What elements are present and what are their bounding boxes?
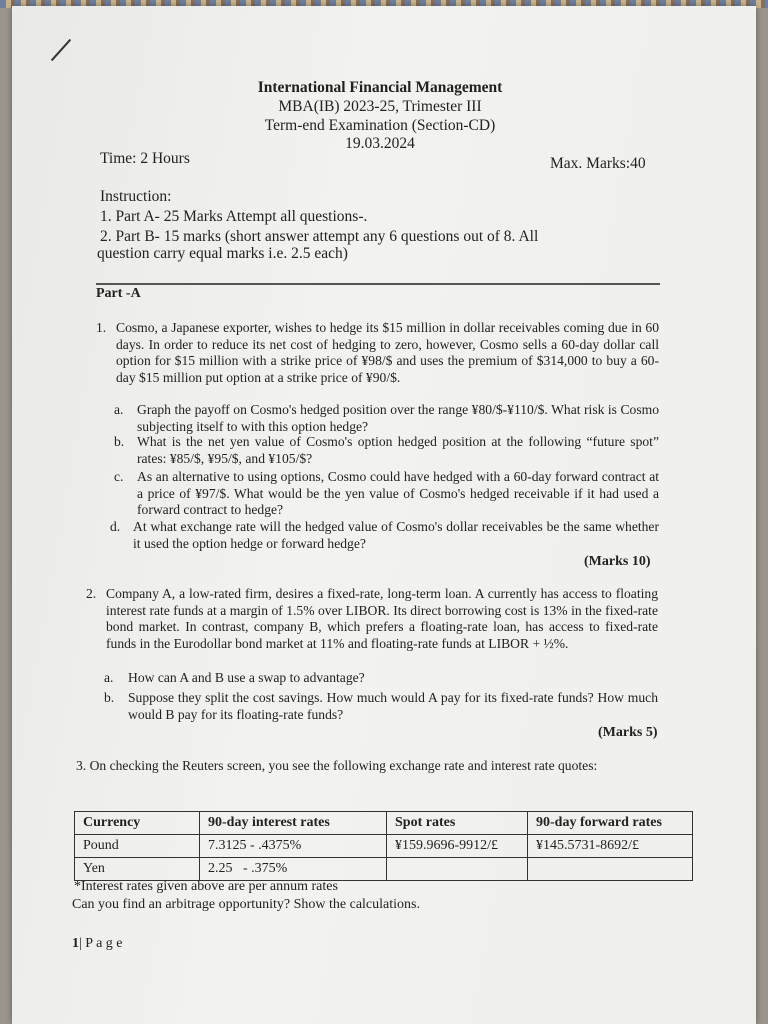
q1b-text: What is the net yen value of Cosmo's option hedged position at the following “future spot” rates: ¥85/$, ¥95/$, and ¥105/$?	[137, 434, 659, 466]
page-number: 1	[72, 936, 79, 951]
table-row	[75, 835, 693, 858]
table-header: Spot rates	[387, 812, 528, 835]
course-title: International Financial Management	[257, 79, 503, 96]
table-header: 90-day forward rates	[528, 812, 693, 835]
q2-number: 2.	[86, 586, 97, 601]
instruction-line-3: question carry equal marks i.e. 2.5 each)	[97, 245, 348, 262]
q2-marks: (Marks 5)	[598, 725, 658, 740]
q1b-label: b.	[114, 434, 125, 449]
q1a-label: a.	[114, 402, 124, 417]
q3-question: Can you find an arbitrage opportunity? Show the calculations.	[72, 897, 420, 912]
q1d-text: At what exchange rate will the hedged value of Cosmo's dollar receivables be the same whether it used the option hedge or forward hedge?	[133, 519, 659, 551]
table-header: Currency	[75, 812, 200, 835]
table-cell: Pound	[75, 835, 200, 858]
instruction-line-1: 1. Part A- 25 Marks Attempt all questions-.	[100, 208, 368, 225]
q1-number: 1.	[96, 320, 107, 335]
q1c-label: c.	[114, 469, 124, 484]
table-cell	[528, 858, 693, 881]
q1a-text: Graph the payoff on Cosmo's hedged position over the range ¥80/$-¥110/$. What risk is Cosmo subjecting itself to with this option hedge?	[137, 402, 659, 434]
table-cell: ¥159.9696-9912/£	[387, 835, 528, 858]
max-marks: Max. Marks:40	[550, 155, 646, 172]
program-line: MBA(IB) 2023-25, Trimester III	[278, 98, 482, 115]
q2b-text: Suppose they split the cost savings. How much would A pay for its fixed-rate funds? How much would B pay for its floating-rate funds?	[128, 690, 658, 722]
instruction-line-2: 2. Part B- 15 marks (short answer attempt any 6 questions out of 8. All	[100, 228, 539, 245]
table-cell: 7.3125 - .4375%	[200, 835, 387, 858]
table-cell: ¥145.5731-8692/£	[528, 835, 693, 858]
part-a-heading: Part -A	[96, 286, 141, 301]
section-divider	[96, 283, 660, 285]
exchange-rate-table	[74, 811, 693, 881]
q2a-text: How can A and B use a swap to advantage?	[128, 670, 365, 685]
instruction-heading: Instruction:	[100, 188, 172, 205]
q3-text: 3. On checking the Reuters screen, you see the following exchange rate and interest rate quotes:	[76, 758, 598, 773]
table-cell: 2.25 - .375%	[200, 858, 387, 881]
page-label: | P a g e	[79, 936, 123, 951]
page-footer	[72, 935, 123, 953]
exam-time: Time: 2 Hours	[100, 150, 190, 167]
exam-line: Term-end Examination (Section-CD)	[264, 117, 496, 134]
table-footnote: *Interest rates given above are per annum rates	[74, 879, 338, 894]
q1-marks: (Marks 10)	[584, 554, 651, 569]
q1c-text: As an alternative to using options, Cosmo could have hedged with a 60-day forward contract at a price of ¥97/$. What would be the yen value of Cosmo's hedged receivable if it had used a forward contract to hedge?	[137, 469, 659, 517]
exam-date: 19.03.2024	[345, 135, 415, 152]
table-header: 90-day interest rates	[200, 812, 387, 835]
table-cell	[387, 858, 528, 881]
table-header-row	[75, 812, 693, 835]
q1d-label: d.	[110, 519, 121, 534]
q2b-label: b.	[104, 690, 115, 705]
q2a-label: a.	[104, 670, 114, 685]
table-cell: Yen	[75, 858, 200, 881]
q2-text: Company A, a low-rated firm, desires a fixed-rate, long-term loan. A currently has access to floating interest rate funds at a margin of 1.5% over LIBOR. Its direct borrowing cost is 13% in the fixed-rate bond market. In contrast, company B, which prefers a floating-rate loan, has access to fixed-rate funds in the Eurodollar bond market at 11% and floating-rate funds at LIBOR + ½%.	[106, 586, 658, 651]
q1-text: Cosmo, a Japanese exporter, wishes to hedge its $15 million in dollar receivables coming due in 60 days. In order to reduce its net cost of hedging to zero, however, Cosmo sells a 60-day dollar call option for $15 million with a strike price of ¥98/$ and uses the premium of $314,000 to buy a 60-day $15 million put option at a strike price of ¥90/$.	[116, 320, 659, 385]
